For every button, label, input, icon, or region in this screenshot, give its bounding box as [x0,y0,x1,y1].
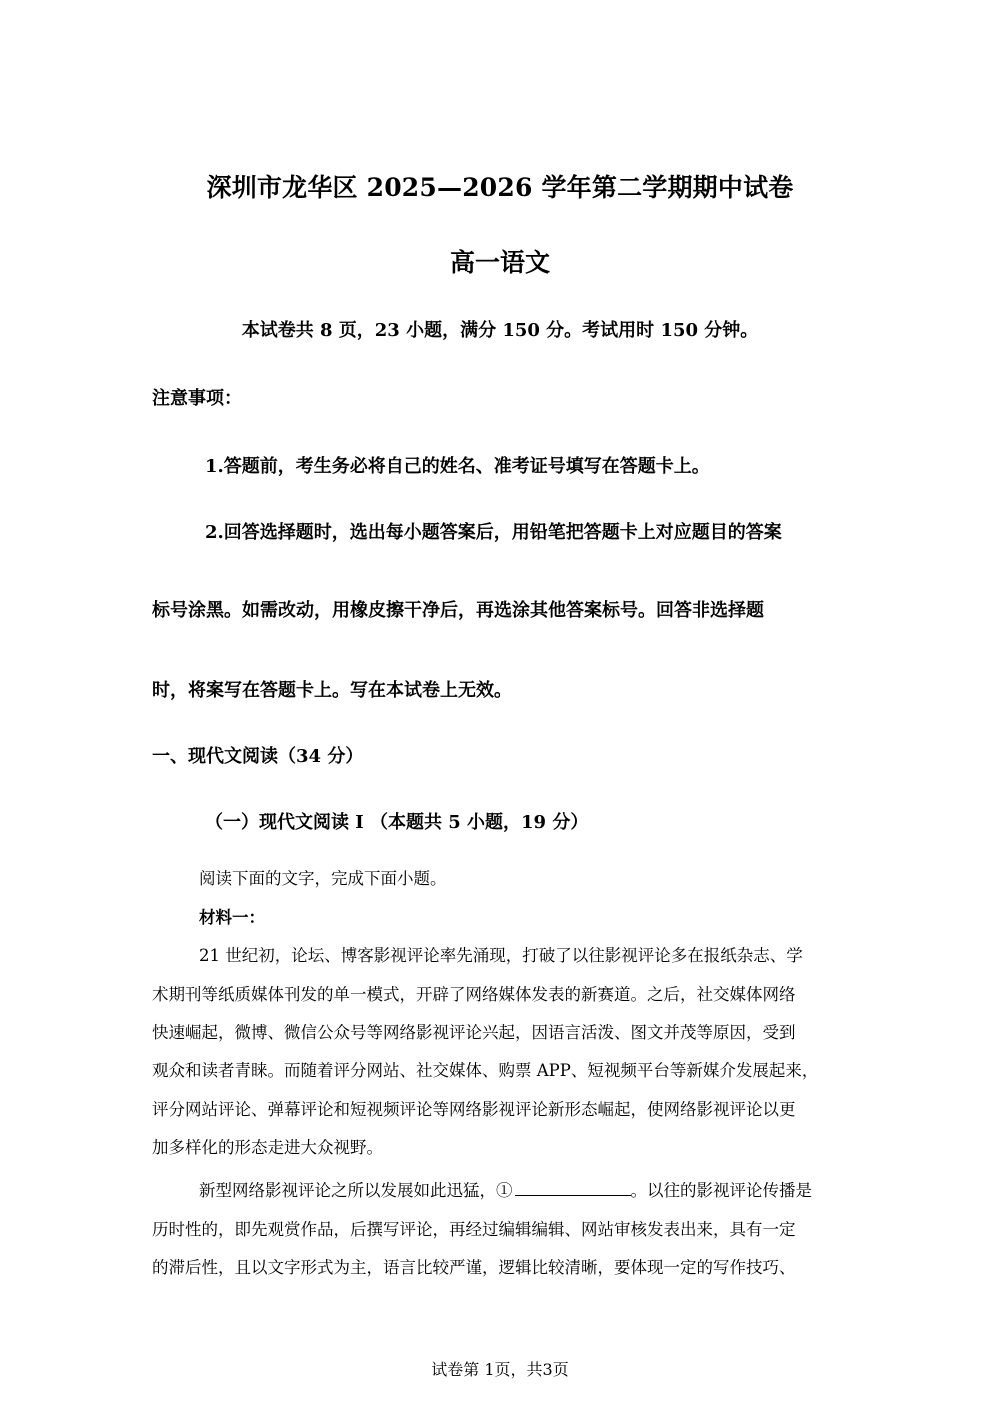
page-title: 深圳市龙华区 2025—2026 学年第二学期期中试卷 [206,173,794,202]
reading-instruction: 阅读下面的文字，完成下面小题。 [199,869,447,888]
paragraph-2-line-3: 的滞后性，且以文字形式为主，语言比较严谨，逻辑比较清晰，要体现一定的写作技巧、 [152,1258,796,1277]
material-line-6: 加多样化的形态走进大众视野。 [152,1138,383,1157]
exam-info: 本试卷共 8 页，23 小题，满分 150 分。考试用时 150 分钟。 [241,320,759,341]
material-line-3: 快速崛起，微博、微信公众号等网络影视评论兴起，因语言活泼、图文并茂等原因，受到 [152,1023,796,1042]
notice-line-2: 2.回答选择题时，选出每小题答案后，用铅笔把答题卡上对应题目的答案 [205,522,782,543]
notice-heading: 注意事项： [152,388,242,409]
subject-title: 高一语文 [449,248,550,277]
notice-line-4: 时，将案写在答题卡上。写在本试卷上无效。 [152,680,512,701]
material-line-4: 观众和读者青睐。而随着评分网站、社交媒体、购票 APP、短视频平台等新媒介发展起来， [152,1061,819,1080]
paragraph-2-before-blank: 新型网络影视评论之所以发展如此迅猛，① [199,1181,513,1200]
fill-in-blank [515,1179,631,1196]
material-label: 材料一： [199,908,265,927]
material-line-1: 21 世纪初，论坛、博客影视评论率先涌现，打破了以往影视评论多在报纸杂志、学 [199,946,803,965]
paragraph-2-after-blank: 。以往的影视评论传播是 [630,1181,812,1200]
notice-line-3: 标号涂黑。如需改动，用橡皮擦干净后，再选涂其他答案标号。回答非选择题 [152,600,764,621]
section-heading: 一、现代文阅读（34 分） [152,746,364,767]
paragraph-2-line-2: 历时性的，即先观赏作品，后撰写评论，再经过编辑编辑、网站审核发表出来，具有一定 [152,1220,796,1239]
paragraph-2-first-line [199,1177,812,1201]
material-line-2: 术期刊等纸质媒体刊发的单一模式，开辟了网络媒体发表的新赛道。之后，社交媒体网络 [152,985,796,1004]
notice-line-1: 1.答题前，考生务必将自己的姓名、准考证号填写在答题卡上。 [205,456,710,477]
subsection-heading: （一）现代文阅读 I （本题共 5 小题，19 分） [205,812,589,833]
page-footer: 试卷第 1页，共3页 [431,1360,569,1379]
material-line-5: 评分网站评论、弹幕评论和短视频评论等网络影视评论新形态崛起，使网络影视评论以更 [152,1100,796,1119]
